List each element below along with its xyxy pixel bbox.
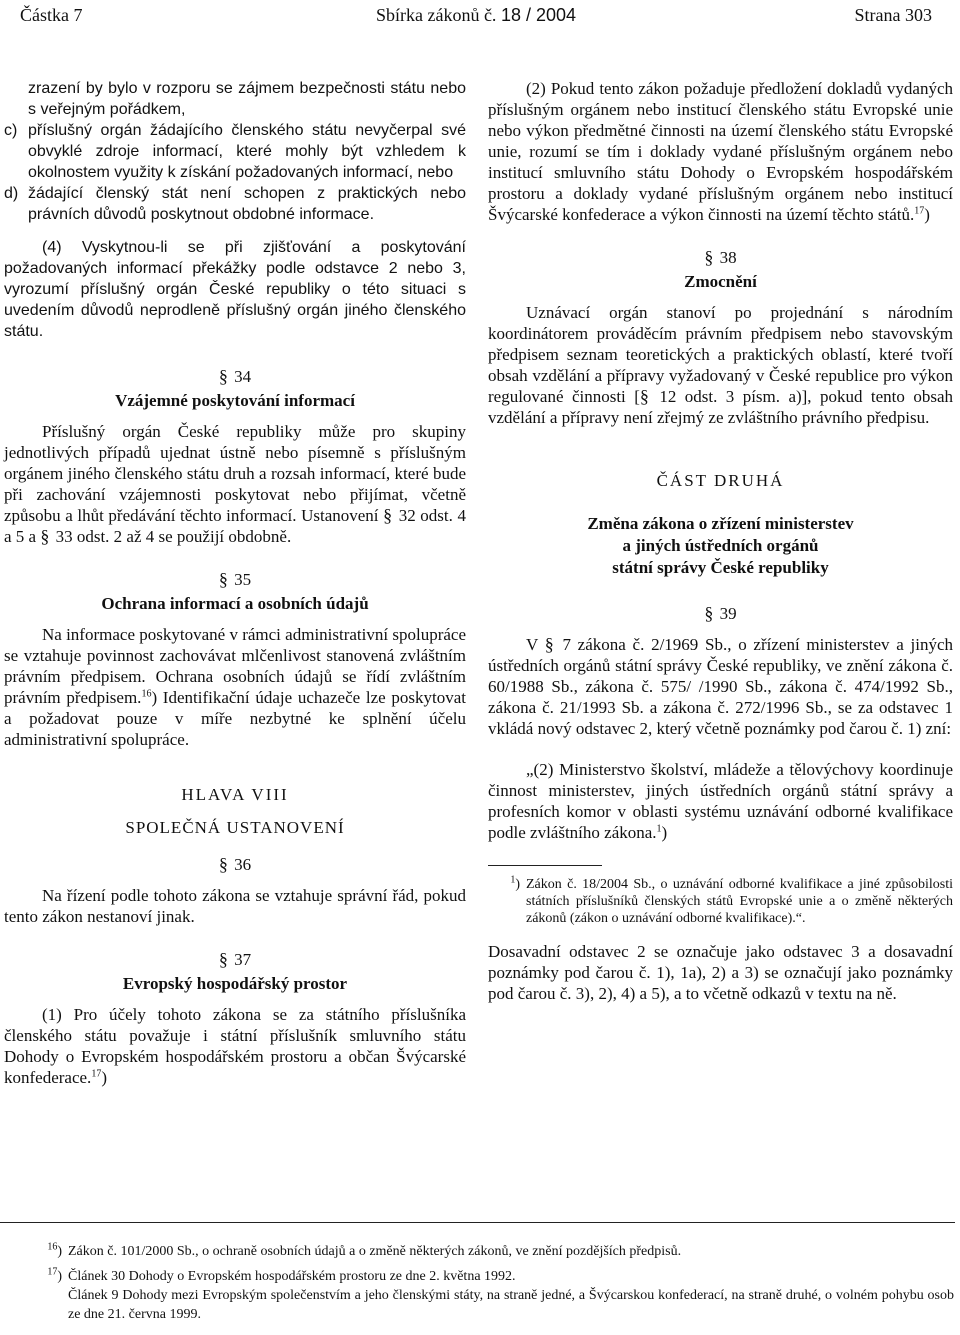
paragraph-sign: § (218, 949, 228, 969)
section-39-body: 7 zákona č. 2/1969 Sb., o zřízení ministerstev a jiných ústředních orgánů státní správy České republiky, ve znění zákona č. 60/1988 Sb., zákona č. 575/ /1990 Sb., zákona č. 474/1992 Sb., zákona č. 21/1993 Sb. a zákona č. 272/1996 Sb., se za odstavec 1 vkládá nový odstavec 2, který včetně poznámky pod čarou č. 1) zní: (488, 635, 954, 738)
paragraph-sign: § (218, 569, 228, 589)
paragraph-sign: § (40, 526, 50, 546)
right-column (488, 78, 953, 1004)
section-38-title: Zmocnění (684, 272, 757, 291)
paragraph-sign: § (704, 247, 714, 267)
section-35-body: Na informace poskytované v rámci administrativní spolupráce se vztahuje povinnost zachovávat mlčenlivost stanovená zvláštním právním předpisem. Ochrana osobních údajů se řídí zvláštním právním předpisem. (4, 625, 466, 707)
section-36-text: Na řízení podle tohoto zákona se vztahuje správní řád, pokud tento zákon nestanoví jinak. (4, 886, 466, 926)
section-37-num: 37 (234, 950, 252, 969)
header-collection (20, 4, 932, 26)
paragraph-4: (4) Vyskytnou-li se při zjišťování a poskytování požadovaných informací překážky podle odstavce 2 nebo 3, vyrozumí příslušný orgán České republiky o této situaci s uvedením důvodů neprodleně příslušný orgán jiného členského státu. (4, 239, 466, 340)
section-39-lead: V (526, 635, 538, 654)
section-38-body: Uznávací orgán stanoví po projednání s národním koordinátorem prováděcím právním předpisem nebo stavovským předpisem seznam teoretických a praktických oblastí, které tvoří obsah vzdělání a přípravy vyžadovaný v České republice pro výkon regulované činnosti [ (488, 303, 953, 406)
section-39-text (488, 634, 953, 739)
section-39-number (488, 603, 953, 624)
footnote-16-text: Zákon č. 101/2000 Sb., o ochraně osobních údajů a o změně některých zákonů, ve znění pozdějších předpisů. (68, 1244, 682, 1259)
paragraph-sign: § (383, 505, 393, 525)
section-34-body: Příslušný orgán České republiky může pro skupiny jednotlivých případů ujednat ústně nebo písemně s příslušným orgánem jiného členského státu druh a rozsah informací, které bude při zachování vzájemnosti poskytovat nebo přijímat, včetně způsobu a lhůt předávání těchto informací. Ustanovení (4, 422, 466, 525)
footnote-1 (488, 876, 953, 927)
footnote-17-number: 17 (47, 1266, 58, 1278)
footnote-ref-17[interactable]: 17 (91, 1068, 102, 1080)
footnote-1-marker: $^1$) (510, 874, 520, 892)
page-header (20, 4, 932, 28)
paragraph-sign: § (704, 603, 714, 623)
footnote-17 (4, 1267, 954, 1286)
page-footnotes (4, 1242, 954, 1324)
item-d-marker: d) (4, 185, 19, 202)
item-b-continuation: zrazení by bylo v rozporu se zájmem bezpečnosti státu nebo s veřejným pořádkem, (28, 80, 466, 118)
header-page-number: Strana 303 (854, 5, 932, 25)
section-38-body-2: 12 odst. 3 písm. a)], pokud tento obsah vzdělání a přípravy není zřejmý ze zvláštního právního předpisu. (488, 387, 954, 427)
footnote-16-marker: $^{16}$) (47, 1241, 62, 1259)
paragraph-sign: § (218, 854, 228, 874)
section-38-num: 38 (719, 248, 737, 267)
footnote-ref-1[interactable]: 1 (656, 823, 662, 835)
section-35-num: 35 (234, 570, 252, 589)
footnote-divider (488, 865, 602, 866)
section-34-number (4, 366, 466, 387)
section-35-body-2: ) Identifikační údaje uchazeče lze poskytovat a požadovat pouze v míře nezbytné ke splnění účelu administrativní spolupráce. (4, 688, 466, 749)
footnote-17-marker: $^{17}$) (47, 1266, 62, 1284)
part-title-line-3: státní správy České republiky (612, 558, 829, 577)
section-34-num: 34 (234, 367, 252, 386)
section-34-text (4, 421, 466, 547)
paragraph-sign: § (544, 634, 554, 654)
item-c-marker: c) (4, 122, 18, 139)
footnote-16-number: 16 (47, 1241, 58, 1253)
section-37-text (4, 1004, 466, 1088)
left-column (4, 78, 466, 1088)
section-37-number (4, 949, 466, 970)
footnote-16 (4, 1242, 954, 1261)
section-36-number (4, 854, 466, 875)
header-issue: Částka 7 (20, 5, 83, 25)
section-39-num: 39 (719, 604, 737, 623)
part-title (488, 513, 953, 579)
paragraph-sign: § (639, 386, 649, 406)
section-35-title: Ochrana informací a osobních údajů (101, 594, 369, 613)
section-34-ref2: 33 odst. 2 až 4 se použijí obdobně. (55, 527, 292, 546)
paragraph-2-close: ) (924, 205, 930, 224)
item-c (4, 120, 466, 183)
quoted-paragraph-close: ) (661, 823, 668, 842)
part-heading: ČÁST DRUHÁ (656, 471, 785, 490)
quoted-paragraph (488, 759, 953, 843)
section-38-text (488, 302, 953, 428)
section-34-title: Vzájemné poskytování informací (115, 391, 355, 410)
footnote-1-text: Zákon č. 18/2004 Sb., o uznávání odborné kvalifikace a jiné způsobilosti státních příslušníků členských států Evropské unie a o změně některých zákonů (zákon o uznávání odborné kvalifikace).“. (526, 877, 953, 926)
header-collection-label: Sbírka zákonů č. (375, 5, 497, 25)
section-36-num: 36 (234, 855, 252, 874)
section-37-title: Evropský hospodářský prostor (122, 974, 348, 993)
section-37-paragraph-2 (488, 78, 953, 225)
section-37-body: (1) Pro účely tohoto zákona se za státního příslušníka členského státu považuje i státní příslušník smluvního státu Dohody o Evropském hospodářském prostoru a občan Švýcarské konfederace. (4, 1005, 466, 1087)
paragraph-sign: § (218, 366, 228, 386)
section-35-number (4, 569, 466, 590)
section-34-ref1: 32 odst. 4 a 5 a (4, 506, 466, 546)
header-collection-number: 18 / 2004 (500, 5, 577, 25)
paragraph-2-body: (2) Pokud tento zákon požaduje předložení dokladů vydaných příslušným orgánem nebo institucí členského státu Evropské unie nebo výkon předmětné činnosti na území členského státu Evropské unie, rozumí se tím i doklady vydané příslušným orgánem nebo institucí smluvního státu Dohody o Evropském hospodářském prostoru a doklady vydané příslušným orgánem nebo institucí Švýcarské konfederace a výkon činnosti na území těchto států. (488, 79, 953, 224)
page-footnote-divider (0, 1222, 955, 1223)
footnote-17-text: Článek 30 Dohody o Evropském hospodářském prostoru ze dne 2. května 1992. (68, 1269, 516, 1284)
part-title-line-1: Změna zákona o zřízení ministerstev (587, 514, 854, 533)
footnote-ref-17[interactable]: 17 (914, 205, 925, 217)
section-38-number (488, 247, 953, 268)
section-35-text (4, 624, 466, 750)
part-title-line-2: a jiných ústředních orgánů (622, 536, 819, 555)
item-d-text: žádající členský stát není schopen z praktických nebo právních důvodů poskytnout obdobné informace. (28, 185, 466, 223)
footnote-1-number: 1 (510, 874, 516, 886)
footnote-ref-16[interactable]: 16 (141, 688, 152, 700)
closing-paragraph: Dosavadní odstavec 2 se označuje jako odstavec 3 a dosavadní poznámky pod čarou č. 1), 1a), 2) a 3) se označují jako poznámky pod čarou č. 3), 2), 4) a 5), a to včetně odkazů v textu na ně. (488, 942, 953, 1003)
chapter-heading: HLAVA VIII (181, 785, 289, 804)
section-37-close: ) (101, 1068, 107, 1087)
item-c-text: příslušný orgán žádajícího členského státu nevyčerpal své obvyklé zdroje informací, které mohly být vzhledem k okolnostem využity k získání požadovaných informací, nebo (28, 122, 466, 181)
item-d (4, 183, 466, 225)
quoted-paragraph-body: „(2) Ministerstvo školství, mládeže a tělovýchovy koordinuje činnost ministerstev, jiných ústředních orgánů státní správy a profesních komor v oblasti systému uznávání odborné kvalifikace podle zvláštního zákona. (488, 760, 953, 842)
chapter-title: SPOLEČNÁ USTANOVENÍ (125, 818, 345, 837)
footnote-17-continuation: Článek 9 Dohody mezi Evropským společenstvím a jeho členskými státy, na straně jedné, a Švýcarskou konfederací, na straně druhé, o volném pohybu osob ze dne 21. června 1999. (68, 1288, 954, 1322)
